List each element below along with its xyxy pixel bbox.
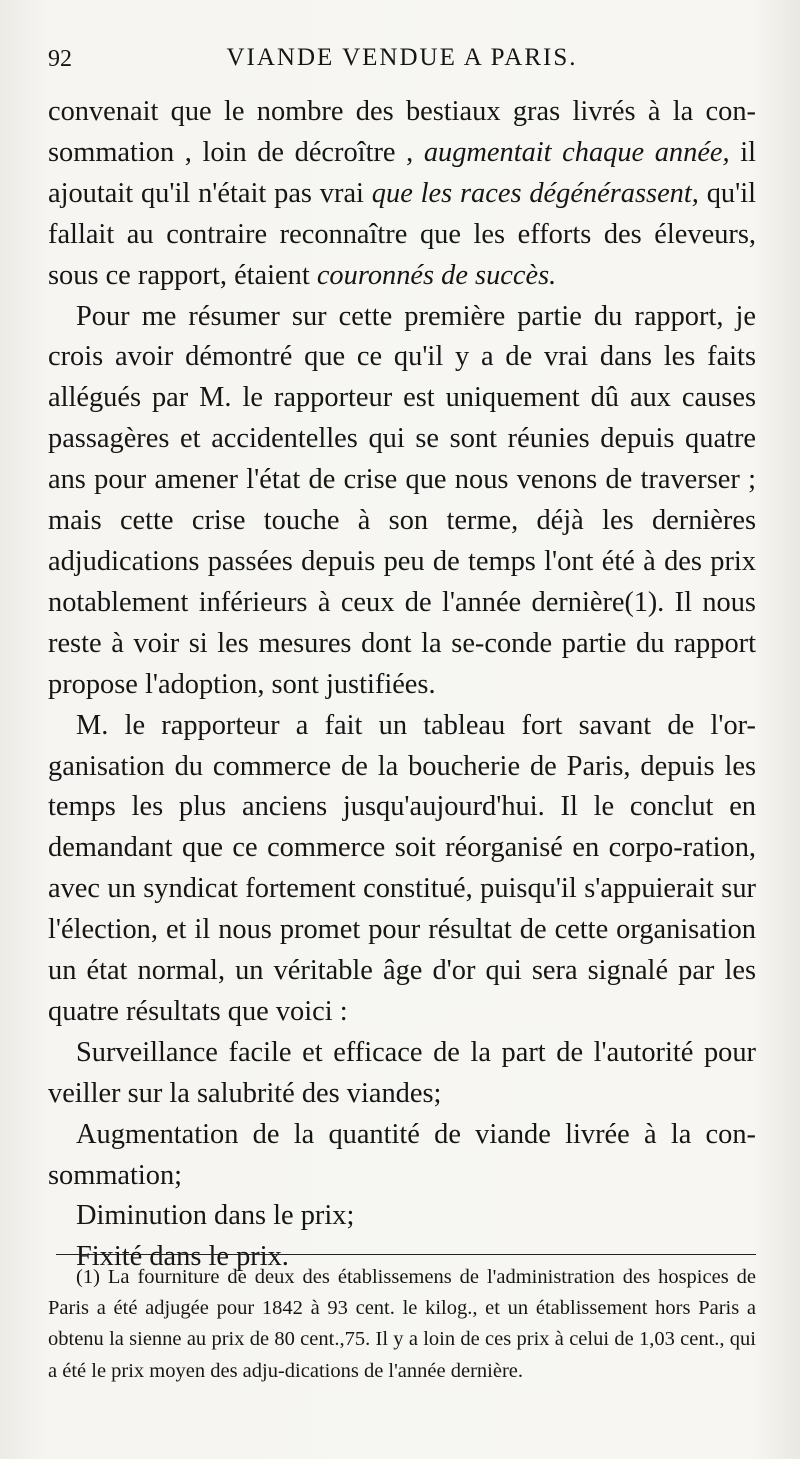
paragraph-3: M. le rapporteur a fait un tableau fort savant de l'or-ganisation du commerce de la boucherie de Paris, depuis les temps les plus anciens jusqu'aujourd'hui. Il le conclut en demandant que ce commerce soit réorganisé en corpo-ration, avec un syndicat fortement constitué, puisqu'il s'appuierait sur l'élection, et il nous promet pour résultat de cette organisation un état normal, un véritable âge d'or qui sera signalé par les quatre résultats que voici : [48,709,756,1027]
footnote-text: (1) La fourniture de deux des établissemens de l'administration des hospices de Paris a été adjugée pour 1842 à 93 cent. le kilog., et un établissement hors Paris a obtenu la sienne au prix de 80 cent.,75. Il y a loin de ces prix à celui de 1,03 cent., qui a été le prix moyen des adju-dications de l'année dernière. [48,1266,756,1382]
page-header [48,30,756,82]
paragraph-1-italic-2: que les races dégénérassent, [371,177,699,209]
paragraph-2 [48,297,756,706]
page-number: 92 [48,46,72,72]
footnote-reference: (1) [624,586,658,618]
paragraph-1-italic-1: augmentait chaque année, [423,136,730,168]
paragraph-1-text-b: il ajoutait qu'il n'était pas vrai [48,136,756,209]
paragraph-2-text-a: Pour me résumer sur cette première partie du rapport, je crois avoir démontré que ce qu'il y a de vrai dans les faits allégués par M. le rapporteur est uniquement dû aux causes passagères et accidentelles qui se sont réunies depuis quatre ans pour amener l'état de crise que nous venons de traverser ; mais cette crise touche à son terme, déjà les dernières adjudications passées depuis peu de temps l'ont été à des prix notablement inférieurs à ceux de l'année dernière [48,300,756,618]
paragraph-1 [48,92,756,297]
paragraph-5: Augmentation de la quantité de viande livrée à la con-sommation; [48,1118,756,1191]
body-text [48,92,756,1278]
paragraph-2-text-b: . Il nous reste à voir si les mesures dont la se-conde partie du rapport propose l'adoption, sont justifiées. [48,586,756,700]
paragraph-1-text-a: convenait que le nombre des bestiaux gras livrés à la con-sommation , loin de décroître , [48,96,756,168]
paragraph-1-italic-3: couronnés de succès. [316,259,557,291]
footnote-divider [56,1254,756,1255]
paragraph-7: Fixité dans le prix. [76,1241,289,1273]
paragraph-6: Diminution dans le prix; [76,1200,355,1232]
footnote [48,1262,756,1387]
running-title: VIANDE VENDUE A PARIS. [226,44,578,71]
paragraph-4: Surveillance facile et efficace de la part de l'autorité pour veiller sur la salubrité des viandes; [48,1036,756,1109]
paragraph-1-text-c: qu'il fallait au contraire reconnaître que les efforts des éleveurs, sous ce rapport, étaient [48,177,756,291]
